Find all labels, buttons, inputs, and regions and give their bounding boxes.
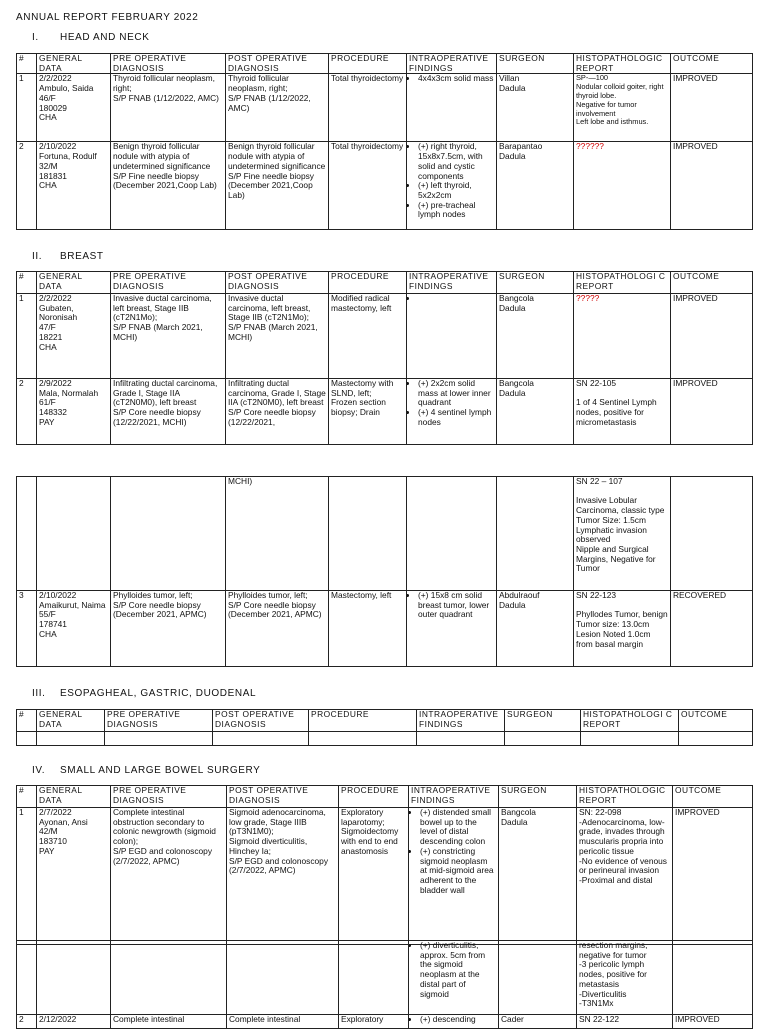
cell-surgeon: Cader bbox=[499, 1015, 577, 1029]
finding: • (+) constricting sigmoid neoplasm at mid-sigmoid area adherent to the bladder wall bbox=[420, 847, 496, 896]
cell-procedure: Total thyroidectomy bbox=[329, 142, 407, 230]
cell-num: 3 bbox=[17, 591, 37, 667]
cell-num: 1 bbox=[17, 74, 37, 142]
col-procedure: PROCEDURE bbox=[309, 710, 417, 732]
cell-procedure: Mastectomy with SLND, left; Frozen section biopsy; Drain bbox=[329, 379, 407, 445]
section-heading-breast bbox=[32, 251, 104, 262]
bowel-table bbox=[16, 785, 753, 945]
section-title: HEAD AND NECK bbox=[60, 32, 150, 43]
col-preop: PRE OPERATIVE DIAGNOSIS bbox=[111, 272, 226, 294]
col-general: GENERAL DATA bbox=[37, 272, 111, 294]
col-procedure: PROCEDURE bbox=[329, 54, 407, 74]
cell-postop: Invasive ductal carcinoma, left breast, Stage IIB (cT2N1Mo); S/P FNAB (March 2021, MCHI) bbox=[226, 294, 329, 379]
cell-general: 2/7/2022 Ayonan, Ansi 42/M 183710 PAY bbox=[37, 808, 111, 945]
cell-preop: Complete intestinal obstruction secondary to colonic newgrowth (sigmoid colon); S/P EGD and colonoscopy (2/7/2022, APMC) bbox=[111, 808, 227, 945]
cell-outcome: IMPROVED bbox=[671, 379, 753, 445]
cell-num bbox=[17, 941, 37, 1015]
col-general: GENERAL DATA bbox=[37, 54, 111, 74]
cell-preop: Invasive ductal carcinoma, left breast, Stage IIB (cT2N1Mo); S/P FNAB (March 2021, MCHI) bbox=[111, 294, 226, 379]
table-row bbox=[17, 477, 753, 591]
breast-table bbox=[16, 271, 753, 445]
cell-general bbox=[37, 477, 111, 591]
cell-surgeon: Bangcola Dadula bbox=[497, 379, 574, 445]
cell-preop: Complete intestinal bbox=[111, 1015, 227, 1029]
cell-surgeon: Bangcola Dadula bbox=[497, 294, 574, 379]
cell-procedure: Total thyroidectomy bbox=[329, 74, 407, 142]
cell-general: 2/2/2022 Gubaten, Noronisah 47/F 18221 CHA bbox=[37, 294, 111, 379]
cell-surgeon bbox=[499, 941, 577, 1015]
cell-outcome: IMPROVED bbox=[673, 808, 753, 945]
col-postop: POST OPERATIVE DIAGNOSIS bbox=[226, 272, 329, 294]
header-row bbox=[17, 272, 753, 294]
cell-intraop bbox=[407, 294, 497, 379]
header-row bbox=[17, 710, 753, 732]
cell-surgeon: Barapantao Dadula bbox=[497, 142, 574, 230]
finding: • (+) 2x2cm solid mass at lower inner quadrant bbox=[418, 379, 494, 408]
breast-table-continued bbox=[16, 476, 753, 667]
finding: • (+) 15x8 cm solid breast tumor, lower outer quadrant bbox=[418, 591, 494, 620]
col-procedure: PROCEDURE bbox=[329, 272, 407, 294]
col-surgeon: SURGEON bbox=[499, 786, 577, 808]
col-general: GENERAL DATA bbox=[37, 786, 111, 808]
cell-intraop bbox=[407, 477, 497, 591]
table-row bbox=[17, 808, 753, 945]
cell-outcome: IMPROVED bbox=[671, 74, 753, 142]
cell-surgeon bbox=[497, 477, 574, 591]
cell-num: 1 bbox=[17, 808, 37, 945]
cell-general bbox=[37, 941, 111, 1015]
cell-outcome: IMPROVED bbox=[673, 1015, 753, 1029]
col-num: # bbox=[17, 710, 37, 732]
cell-histo: resection margins, negative for tumor -3 pericolic lymph nodes, positive for metastasis -Diverticulitis -T3N1Mx bbox=[577, 941, 673, 1015]
cell-num: 1 bbox=[17, 294, 37, 379]
col-histo: HISTOPATHOLOGI C REPORT bbox=[574, 272, 671, 294]
cell-procedure bbox=[339, 941, 409, 1015]
section-title: BREAST bbox=[60, 251, 104, 262]
cell-histo: SN 22-122 bbox=[577, 1015, 673, 1029]
col-outcome: OUTCOME bbox=[671, 54, 753, 74]
cell-histo: SN 22-105 1 of 4 Sentinel Lymph nodes, positive for micrometastasis bbox=[574, 379, 671, 445]
cell-empty bbox=[309, 732, 417, 746]
finding bbox=[418, 294, 494, 304]
finding: • (+) 4 sentinel lymph nodes bbox=[418, 408, 494, 427]
cell-outcome bbox=[671, 477, 753, 591]
col-num: # bbox=[17, 54, 37, 74]
cell-surgeon: Abdulraouf Dadula bbox=[497, 591, 574, 667]
cell-intraop bbox=[407, 142, 497, 230]
cell-histo: ?????? bbox=[574, 142, 671, 230]
header-row bbox=[17, 786, 753, 808]
table-row bbox=[17, 379, 753, 445]
col-surgeon: SURGEON bbox=[505, 710, 581, 732]
col-postop: POST OPERATIVE DIAGNOSIS bbox=[213, 710, 309, 732]
table-row bbox=[17, 294, 753, 379]
cell-num: 2 bbox=[17, 142, 37, 230]
cell-postop: Complete intestinal bbox=[227, 1015, 339, 1029]
col-num: # bbox=[17, 786, 37, 808]
cell-num: 2 bbox=[17, 379, 37, 445]
cell-empty bbox=[17, 732, 37, 746]
col-histo: HISTOPATHOLOGIC REPORT bbox=[577, 786, 673, 808]
cell-num bbox=[17, 477, 37, 591]
col-intraop: INTRAOPERATIVE FINDINGS bbox=[417, 710, 505, 732]
cell-outcome: IMPROVED bbox=[671, 294, 753, 379]
cell-num: 2 bbox=[17, 1015, 37, 1029]
cell-intraop bbox=[407, 379, 497, 445]
cell-empty bbox=[213, 732, 309, 746]
cell-intraop bbox=[407, 74, 497, 142]
section-number: III. bbox=[32, 688, 46, 699]
col-outcome: OUTCOME bbox=[671, 272, 753, 294]
col-postop: POST OPERATIVE DIAGNOSIS bbox=[227, 786, 339, 808]
cell-general: 2/10/2022 Fortuna, Rodulf 32/M 181831 CHA bbox=[37, 142, 111, 230]
col-surgeon: SURGEON bbox=[497, 54, 574, 74]
cell-intraop bbox=[409, 1015, 499, 1029]
col-general: GENERAL DATA bbox=[37, 710, 105, 732]
finding: • (+) descending bbox=[420, 1015, 496, 1025]
cell-empty bbox=[505, 732, 581, 746]
section-heading-esophageal bbox=[32, 688, 256, 699]
col-surgeon: SURGEON bbox=[497, 272, 574, 294]
finding: • (+) distended small bowel up to the level of distal descending colon bbox=[420, 808, 496, 847]
cell-empty bbox=[679, 732, 753, 746]
finding: • (+) diverticulitis, approx. 5cm from the sigmoid neoplasm at the distal part of sigmoid bbox=[420, 941, 496, 999]
finding: • 4x4x3cm solid mass bbox=[418, 74, 494, 84]
cell-postop: Benign thyroid follicular nodule with atypia of undetermined significance S/P Fine needle biopsy (December 2021,Coop Lab) bbox=[226, 142, 329, 230]
cell-outcome bbox=[673, 941, 753, 1015]
cell-histo: SN: 22-098 -Adenocarcinoma, low-grade, invades through muscularis propria into pericolic tissue -No evidence of venous or perineural invasion -Proximal and distal bbox=[577, 808, 673, 945]
section-number: IV. bbox=[32, 765, 46, 776]
cell-histo: ????? bbox=[574, 294, 671, 379]
esophageal-table bbox=[16, 709, 753, 746]
table-row bbox=[17, 941, 753, 1015]
cell-histo: SN 22 – 107 Invasive Lobular Carcinoma, classic type Tumor Size: 1.5cm Lymphatic invasion observed Nipple and Surgical Margins, Negative for Tumor bbox=[574, 477, 671, 591]
cell-empty bbox=[581, 732, 679, 746]
bowel-table-continued bbox=[16, 940, 753, 1029]
finding: • (+) left thyroid, 5x2x2cm bbox=[418, 181, 494, 200]
cell-preop: Phylloides tumor, left; S/P Core needle biopsy (December 2021, APMC) bbox=[111, 591, 226, 667]
col-intraop: INTRAOPERATIVE FINDINGS bbox=[407, 272, 497, 294]
section-number: I. bbox=[32, 32, 39, 43]
table-row bbox=[17, 591, 753, 667]
cell-empty bbox=[417, 732, 505, 746]
col-postop: POST OPERATIVE DIAGNOSIS bbox=[226, 54, 329, 74]
cell-general: 2/10/2022 Amaikurut, Naima 55/F 178741 CHA bbox=[37, 591, 111, 667]
finding: • (+) right thyroid, 15x8x7.5cm, with solid and cystic components bbox=[418, 142, 494, 181]
section-title: ESOPAGHEAL, GASTRIC, DUODENAL bbox=[60, 688, 257, 699]
cell-empty bbox=[37, 732, 105, 746]
cell-outcome: IMPROVED bbox=[671, 142, 753, 230]
col-preop: PRE OPERATIVE DIAGNOSIS bbox=[111, 786, 227, 808]
cell-intraop bbox=[409, 808, 499, 945]
cell-surgeon: Villan Dadula bbox=[497, 74, 574, 142]
cell-surgeon: Bangcola Dadula bbox=[499, 808, 577, 945]
cell-postop bbox=[227, 941, 339, 1015]
col-num: # bbox=[17, 272, 37, 294]
cell-postop: Thyroid follicular neoplasm, right; S/P FNAB (1/12/2022, AMC) bbox=[226, 74, 329, 142]
cell-procedure: Exploratory laparotomy; Sigmoidectomy with end to end anastomosis bbox=[339, 808, 409, 945]
head-neck-table bbox=[16, 53, 753, 230]
cell-procedure: Exploratory bbox=[339, 1015, 409, 1029]
cell-histo: SN 22-123 Phyllodes Tumor, benign Tumor size: 13.0cm Lesion Noted 1.0cm from basal margin bbox=[574, 591, 671, 667]
cell-histo: SP-—100 Nodular colloid goiter, right thyroid lobe. Negative for tumor involvement Left lobe and isthmus. bbox=[574, 74, 671, 142]
table-row bbox=[17, 74, 753, 142]
cell-empty bbox=[105, 732, 213, 746]
cell-preop: Thyroid follicular neoplasm, right; S/P FNAB (1/12/2022, AMC) bbox=[111, 74, 226, 142]
cell-intraop bbox=[409, 941, 499, 1015]
col-intraop: INTRAOPERATIVE FINDINGS bbox=[409, 786, 499, 808]
cell-postop: Sigmoid adenocarcinoma, low grade, Stage IIIB (pT3N1M0); Sigmoid diverticulitis, Hinchey Ia; S/P EGD and colonoscopy (2/7/2022, APMC) bbox=[227, 808, 339, 945]
col-intraop: INTRAOPERATIVE FINDINGS bbox=[407, 54, 497, 74]
cell-postop: Infiltrating ductal carcinoma, Grade I, Stage IIA (cT2N0M0), left breast S/P Core needle biopsy (12/22/2021, bbox=[226, 379, 329, 445]
col-preop: PRE OPERATIVE DIAGNOSIS bbox=[111, 54, 226, 74]
cell-procedure bbox=[329, 477, 407, 591]
section-heading-head-neck bbox=[32, 32, 150, 43]
col-histo: HISTOPATHOLOGIC REPORT bbox=[574, 54, 671, 74]
cell-procedure: Mastectomy, left bbox=[329, 591, 407, 667]
header-row bbox=[17, 54, 753, 74]
table-row bbox=[17, 142, 753, 230]
cell-outcome: RECOVERED bbox=[671, 591, 753, 667]
col-preop: PRE OPERATIVE DIAGNOSIS bbox=[105, 710, 213, 732]
table-row bbox=[17, 1015, 753, 1029]
cell-intraop bbox=[407, 591, 497, 667]
cell-general: 2/9/2022 Mala, Normalah 61/F 148332 PAY bbox=[37, 379, 111, 445]
finding: • (+) pre-tracheal lymph nodes bbox=[418, 201, 494, 220]
cell-preop bbox=[111, 477, 226, 591]
cell-general: 2/2/2022 Ambulo, Saida 46/F 180029 CHA bbox=[37, 74, 111, 142]
cell-postop: MCHI) bbox=[226, 477, 329, 591]
report-title: ANNUAL REPORT FEBRUARY 2022 bbox=[16, 12, 199, 23]
col-outcome: OUTCOME bbox=[679, 710, 753, 732]
cell-preop: Infiltrating ductal carcinoma, Grade I, Stage IIA (cT2N0M0), left breast S/P Core needle biopsy (12/22/2021, MCHI) bbox=[111, 379, 226, 445]
section-number: II. bbox=[32, 251, 43, 262]
section-heading-bowel bbox=[32, 765, 260, 776]
table-row bbox=[17, 732, 753, 746]
col-outcome: OUTCOME bbox=[673, 786, 753, 808]
cell-preop: Benign thyroid follicular nodule with atypia of undetermined significance S/P Fine needle biopsy (December 2021,Coop Lab) bbox=[111, 142, 226, 230]
section-title: SMALL AND LARGE BOWEL SURGERY bbox=[60, 765, 261, 776]
cell-preop bbox=[111, 941, 227, 1015]
cell-general: 2/12/2022 bbox=[37, 1015, 111, 1029]
col-histo: HISTOPATHOLOGI C REPORT bbox=[581, 710, 679, 732]
col-procedure: PROCEDURE bbox=[339, 786, 409, 808]
cell-postop: Phylloides tumor, left; S/P Core needle biopsy (December 2021, APMC) bbox=[226, 591, 329, 667]
cell-procedure: Modified radical mastectomy, left bbox=[329, 294, 407, 379]
